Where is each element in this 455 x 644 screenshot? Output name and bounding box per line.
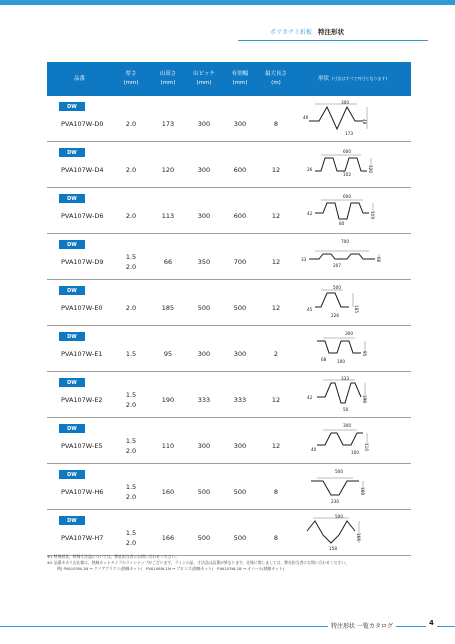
table-row [47, 234, 411, 280]
width-value: 600 [233, 166, 247, 175]
width-value: 500 [233, 488, 247, 497]
pitch-value: 333 [197, 396, 211, 405]
thickness-value: 2.0 [125, 304, 137, 313]
profile-svg [297, 329, 414, 369]
dimension-label: 102 [343, 172, 351, 177]
profile-line [309, 107, 363, 129]
footnote-1: ※1 特殊形状、特殊寸法品については、弊社担当者にお問い合わせください。 [47, 554, 180, 559]
product-code: PVA107W-D6 [61, 212, 104, 221]
profile-line [315, 203, 369, 219]
dw-badge: DW [59, 148, 85, 157]
dimension-label: 40 [311, 447, 317, 452]
header-shape: 形状 (寸法はすべて外寸となります) [317, 75, 388, 82]
height-value: 160 [161, 488, 175, 497]
height-value: 110 [161, 442, 175, 451]
profile-diagram [297, 467, 414, 507]
table-header [47, 62, 411, 96]
width-value: 333 [233, 396, 247, 405]
product-code: PVA107W-E1 [61, 350, 103, 359]
profile-svg [297, 99, 414, 139]
header-name: 品番 [73, 75, 85, 82]
dimension-label: 300 [343, 423, 351, 428]
profile-svg [297, 191, 414, 231]
product-code: PVA107W-E5 [61, 442, 103, 451]
profile-line [309, 254, 375, 259]
dw-badge: DW [59, 516, 85, 525]
dw-badge: DW [59, 424, 85, 433]
pitch-value: 350 [197, 258, 211, 267]
table-row [47, 418, 411, 464]
dimension-label: 42 [307, 211, 313, 216]
table-row [47, 96, 411, 142]
dimension-label: 207 [333, 263, 341, 268]
product-code: PVA107W-E0 [61, 304, 103, 313]
profile-svg [297, 513, 414, 553]
dimension-label: 500 [333, 285, 341, 290]
page-title: 特注形状 [317, 28, 344, 36]
footer-label: 特注形状 一覧カタログ [328, 621, 396, 630]
product-code: PVA107W-D9 [61, 258, 104, 267]
dimension-label: 300 [341, 100, 349, 105]
profile-svg [297, 237, 414, 277]
length-value: 12 [271, 212, 281, 221]
dimension-label: 33 [301, 257, 307, 262]
dimension-label: 45 [307, 307, 313, 312]
length-value: 2 [273, 350, 279, 359]
profile-diagram [297, 99, 414, 139]
table-row [47, 326, 411, 372]
pitch-value: 500 [197, 534, 211, 543]
footnote-2: ※2 品番カカリ山仕様は、熱線カットタイプのラインナップがございます。ラインの品、寸法品は品番が異なります。仕様に関しましては、弊社担当者にお問い合わせください。 [47, 560, 349, 566]
dimension-label: 120 [368, 165, 373, 173]
dimension-label: 80 [339, 221, 345, 226]
profile-diagram [297, 421, 414, 461]
table-row [47, 372, 411, 418]
profile-diagram [297, 375, 414, 415]
page-header [270, 27, 344, 36]
dw-badge: DW [59, 194, 85, 203]
length-value: 12 [271, 442, 281, 451]
length-value: 8 [273, 534, 279, 543]
dimension-label: 160 [360, 487, 365, 495]
profile-diagram [297, 283, 414, 323]
dw-badge: DW [59, 470, 85, 479]
thickness-value: 1.5 2.0 [125, 437, 137, 455]
dimension-label: 333 [341, 376, 349, 381]
profile-svg [297, 421, 414, 461]
dimension-label: 26 [307, 167, 313, 172]
height-value: 166 [161, 534, 175, 543]
footnote-example: 例) PVA103W-1N → クリアブラウン(熱線カット) PVA106W-1N → ブロンズ(熱線カット) PVA103W-1B → オパール(熱線カット) [57, 566, 285, 572]
dimension-label: 600 [343, 194, 351, 199]
thickness-value: 1.5 2.0 [125, 391, 137, 409]
spec-table [47, 62, 411, 556]
pitch-value: 500 [197, 304, 211, 313]
profile-line [317, 433, 363, 445]
dimension-label: 158 [329, 546, 337, 551]
profile-line [307, 521, 355, 543]
product-code: PVA107W-H6 [61, 488, 104, 497]
product-code: PVA107W-D0 [61, 120, 104, 129]
dimension-label: 48 [362, 119, 367, 125]
table-body [47, 96, 411, 556]
dimension-label: 230 [331, 499, 339, 504]
header-thickness: 厚さ (mm) [123, 71, 139, 86]
thickness-value: 1.5 2.0 [125, 529, 137, 547]
product-code: PVA107W-H7 [61, 534, 104, 543]
dimension-label: 100 [337, 359, 345, 364]
pitch-value: 300 [197, 120, 211, 129]
height-value: 185 [161, 304, 175, 313]
header-length: 最大長さ (m) [264, 71, 287, 86]
length-value: 12 [271, 304, 281, 313]
header-rule [238, 40, 428, 41]
dimension-label: 68 [321, 357, 327, 362]
dimension-label: 50 [343, 407, 349, 412]
dimension-label: 95 [362, 351, 367, 357]
height-value: 66 [163, 258, 173, 267]
header-height: 山高さ (mm) [159, 71, 177, 86]
product-code: PVA107W-D4 [61, 166, 104, 175]
dw-badge: DW [59, 102, 85, 111]
dimension-label: 300 [345, 331, 353, 336]
height-value: 120 [161, 166, 175, 175]
dimension-label: 700 [341, 239, 349, 244]
dw-badge: DW [59, 240, 85, 249]
thickness-value: 2.0 [125, 166, 137, 175]
dimension-label: 42 [307, 395, 313, 400]
profile-line [315, 293, 349, 307]
table-row [47, 142, 411, 188]
length-value: 8 [273, 488, 279, 497]
profile-svg [297, 283, 414, 323]
pitch-value: 300 [197, 350, 211, 359]
profile-line [317, 383, 361, 403]
header-width: 有効幅 (mm) [231, 71, 249, 86]
profile-svg [297, 145, 414, 185]
width-value: 600 [233, 212, 247, 221]
header-category: ポリカナミ折板 [270, 29, 312, 36]
length-value: 12 [271, 166, 281, 175]
thickness-value: 1.5 2.0 [125, 253, 137, 271]
height-value: 95 [163, 350, 173, 359]
top-accent-stripe [0, 0, 455, 5]
pitch-value: 300 [197, 442, 211, 451]
length-value: 12 [271, 396, 281, 405]
thickness-value: 1.5 [125, 350, 137, 359]
profile-line [317, 341, 361, 353]
dimension-label: 46 [303, 115, 309, 120]
length-value: 12 [271, 258, 281, 267]
pitch-value: 300 [197, 166, 211, 175]
table-row [47, 188, 411, 234]
dimension-label: 113 [370, 211, 375, 219]
profile-diagram [297, 329, 414, 369]
pitch-value: 500 [197, 488, 211, 497]
dimension-label: 66 [376, 257, 381, 263]
header-pitch: 山ピッチ (mm) [193, 71, 215, 86]
height-value: 113 [161, 212, 175, 221]
height-value: 173 [161, 120, 175, 129]
width-value: 300 [233, 120, 247, 129]
pitch-value: 300 [197, 212, 211, 221]
dimension-label: 226 [331, 313, 339, 318]
dimension-label: 600 [343, 149, 351, 154]
profile-diagram [297, 191, 414, 231]
table-row [47, 464, 411, 510]
thickness-value: 1.5 2.0 [125, 483, 137, 501]
dw-badge: DW [59, 332, 85, 341]
thickness-value: 2.0 [125, 212, 137, 221]
profile-line [311, 481, 359, 495]
profile-svg [297, 375, 414, 415]
dimension-label: 190 [362, 395, 367, 403]
thickness-value: 2.0 [125, 120, 137, 129]
width-value: 700 [233, 258, 247, 267]
profile-diagram [297, 513, 414, 553]
table-row [47, 510, 411, 556]
dimension-label: 173 [345, 131, 353, 136]
product-code: PVA107W-E2 [61, 396, 103, 405]
dimension-label: 166 [356, 533, 361, 541]
width-value: 500 [233, 534, 247, 543]
dimension-label: 500 [335, 514, 343, 519]
dimension-label: 185 [354, 305, 359, 313]
table-row [47, 280, 411, 326]
width-value: 300 [233, 350, 247, 359]
profile-line [315, 158, 367, 171]
dimension-label: 110 [364, 443, 369, 451]
dimension-label: 100 [351, 450, 359, 455]
width-value: 500 [233, 304, 247, 313]
height-value: 190 [161, 396, 175, 405]
dw-badge: DW [59, 378, 85, 387]
dimension-label: 500 [335, 469, 343, 474]
length-value: 8 [273, 120, 279, 129]
profile-svg [297, 467, 414, 507]
profile-diagram [297, 237, 414, 277]
footnotes [47, 554, 411, 572]
dw-badge: DW [59, 286, 85, 295]
page-number: 4 [426, 619, 437, 627]
width-value: 300 [233, 442, 247, 451]
profile-diagram [297, 145, 414, 185]
